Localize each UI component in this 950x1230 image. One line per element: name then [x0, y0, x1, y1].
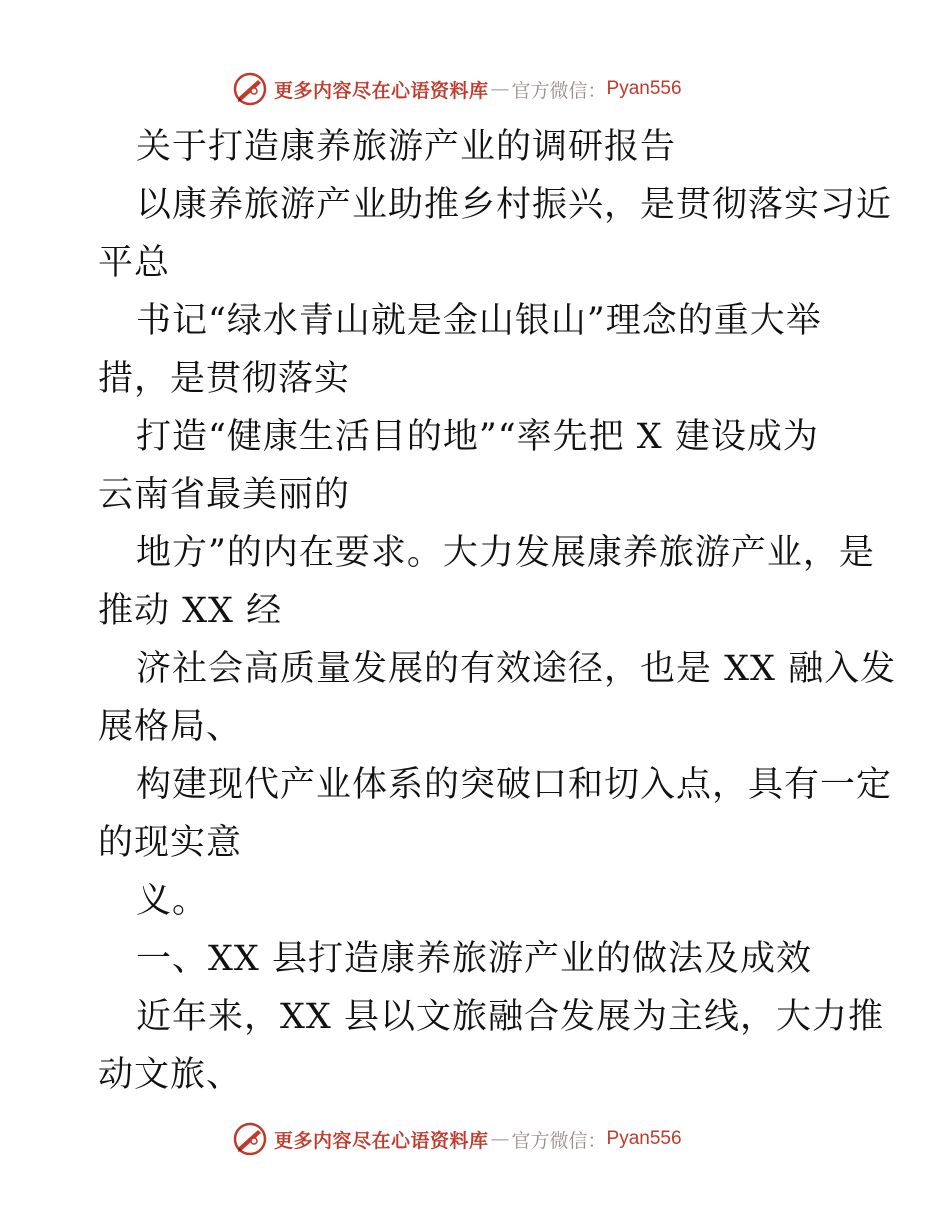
banner-official-label: 官方微信：	[511, 79, 607, 102]
document-title: 关于打造康养旅游产业的调研报告	[136, 127, 677, 167]
banner-separator: —	[490, 78, 510, 100]
header-banner	[232, 70, 682, 108]
brand-logo-icon	[232, 1121, 268, 1157]
brand-logo-icon	[232, 71, 268, 107]
paragraph-line: 云南省最美丽的	[98, 475, 351, 515]
banner-wechat-id: Pyan556	[606, 78, 682, 99]
paragraph-line: 济社会高质量发展的有效途径，也是 XX 融入发	[136, 649, 897, 689]
document-body	[98, 118, 897, 1104]
paragraph-line: 动文旅、	[98, 1055, 243, 1095]
paragraph-line: 近年来，XX 县以文旅融合发展为主线，大力推	[136, 997, 884, 1037]
banner-brand-text: 更多内容尽在心语资料库	[274, 79, 489, 102]
paragraph-line: 书记“绿水青山就是金山银山”理念的重大举	[136, 301, 822, 341]
paragraph-line: 义。	[136, 881, 209, 921]
paragraph-line: 措，是贯彻落实	[98, 359, 351, 399]
banner-brand-text: 更多内容尽在心语资料库	[274, 1129, 489, 1152]
section-heading: 一、XX 县打造康养旅游产业的做法及成效	[136, 939, 812, 979]
paragraph-line: 构建现代产业体系的突破口和切入点，具有一定	[136, 765, 893, 805]
paragraph-line: 打造“健康生活目的地”“率先把 X 建设成为	[136, 417, 819, 457]
banner-separator: —	[490, 1128, 510, 1150]
banner-wechat-id: Pyan556	[606, 1128, 682, 1149]
paragraph-line: 的现实意	[98, 823, 243, 863]
footer-banner	[232, 1120, 682, 1158]
paragraph-line: 展格局、	[98, 707, 243, 747]
paragraph-line: 地方”的内在要求。大力发展康养旅游产业，是	[136, 533, 875, 573]
paragraph-line: 以康养旅游产业助推乡村振兴，是贯彻落实习近	[136, 185, 893, 225]
paragraph-line: 平总	[98, 243, 171, 283]
banner-official-label: 官方微信：	[511, 1129, 607, 1152]
paragraph-line: 推动 XX 经	[98, 591, 283, 631]
